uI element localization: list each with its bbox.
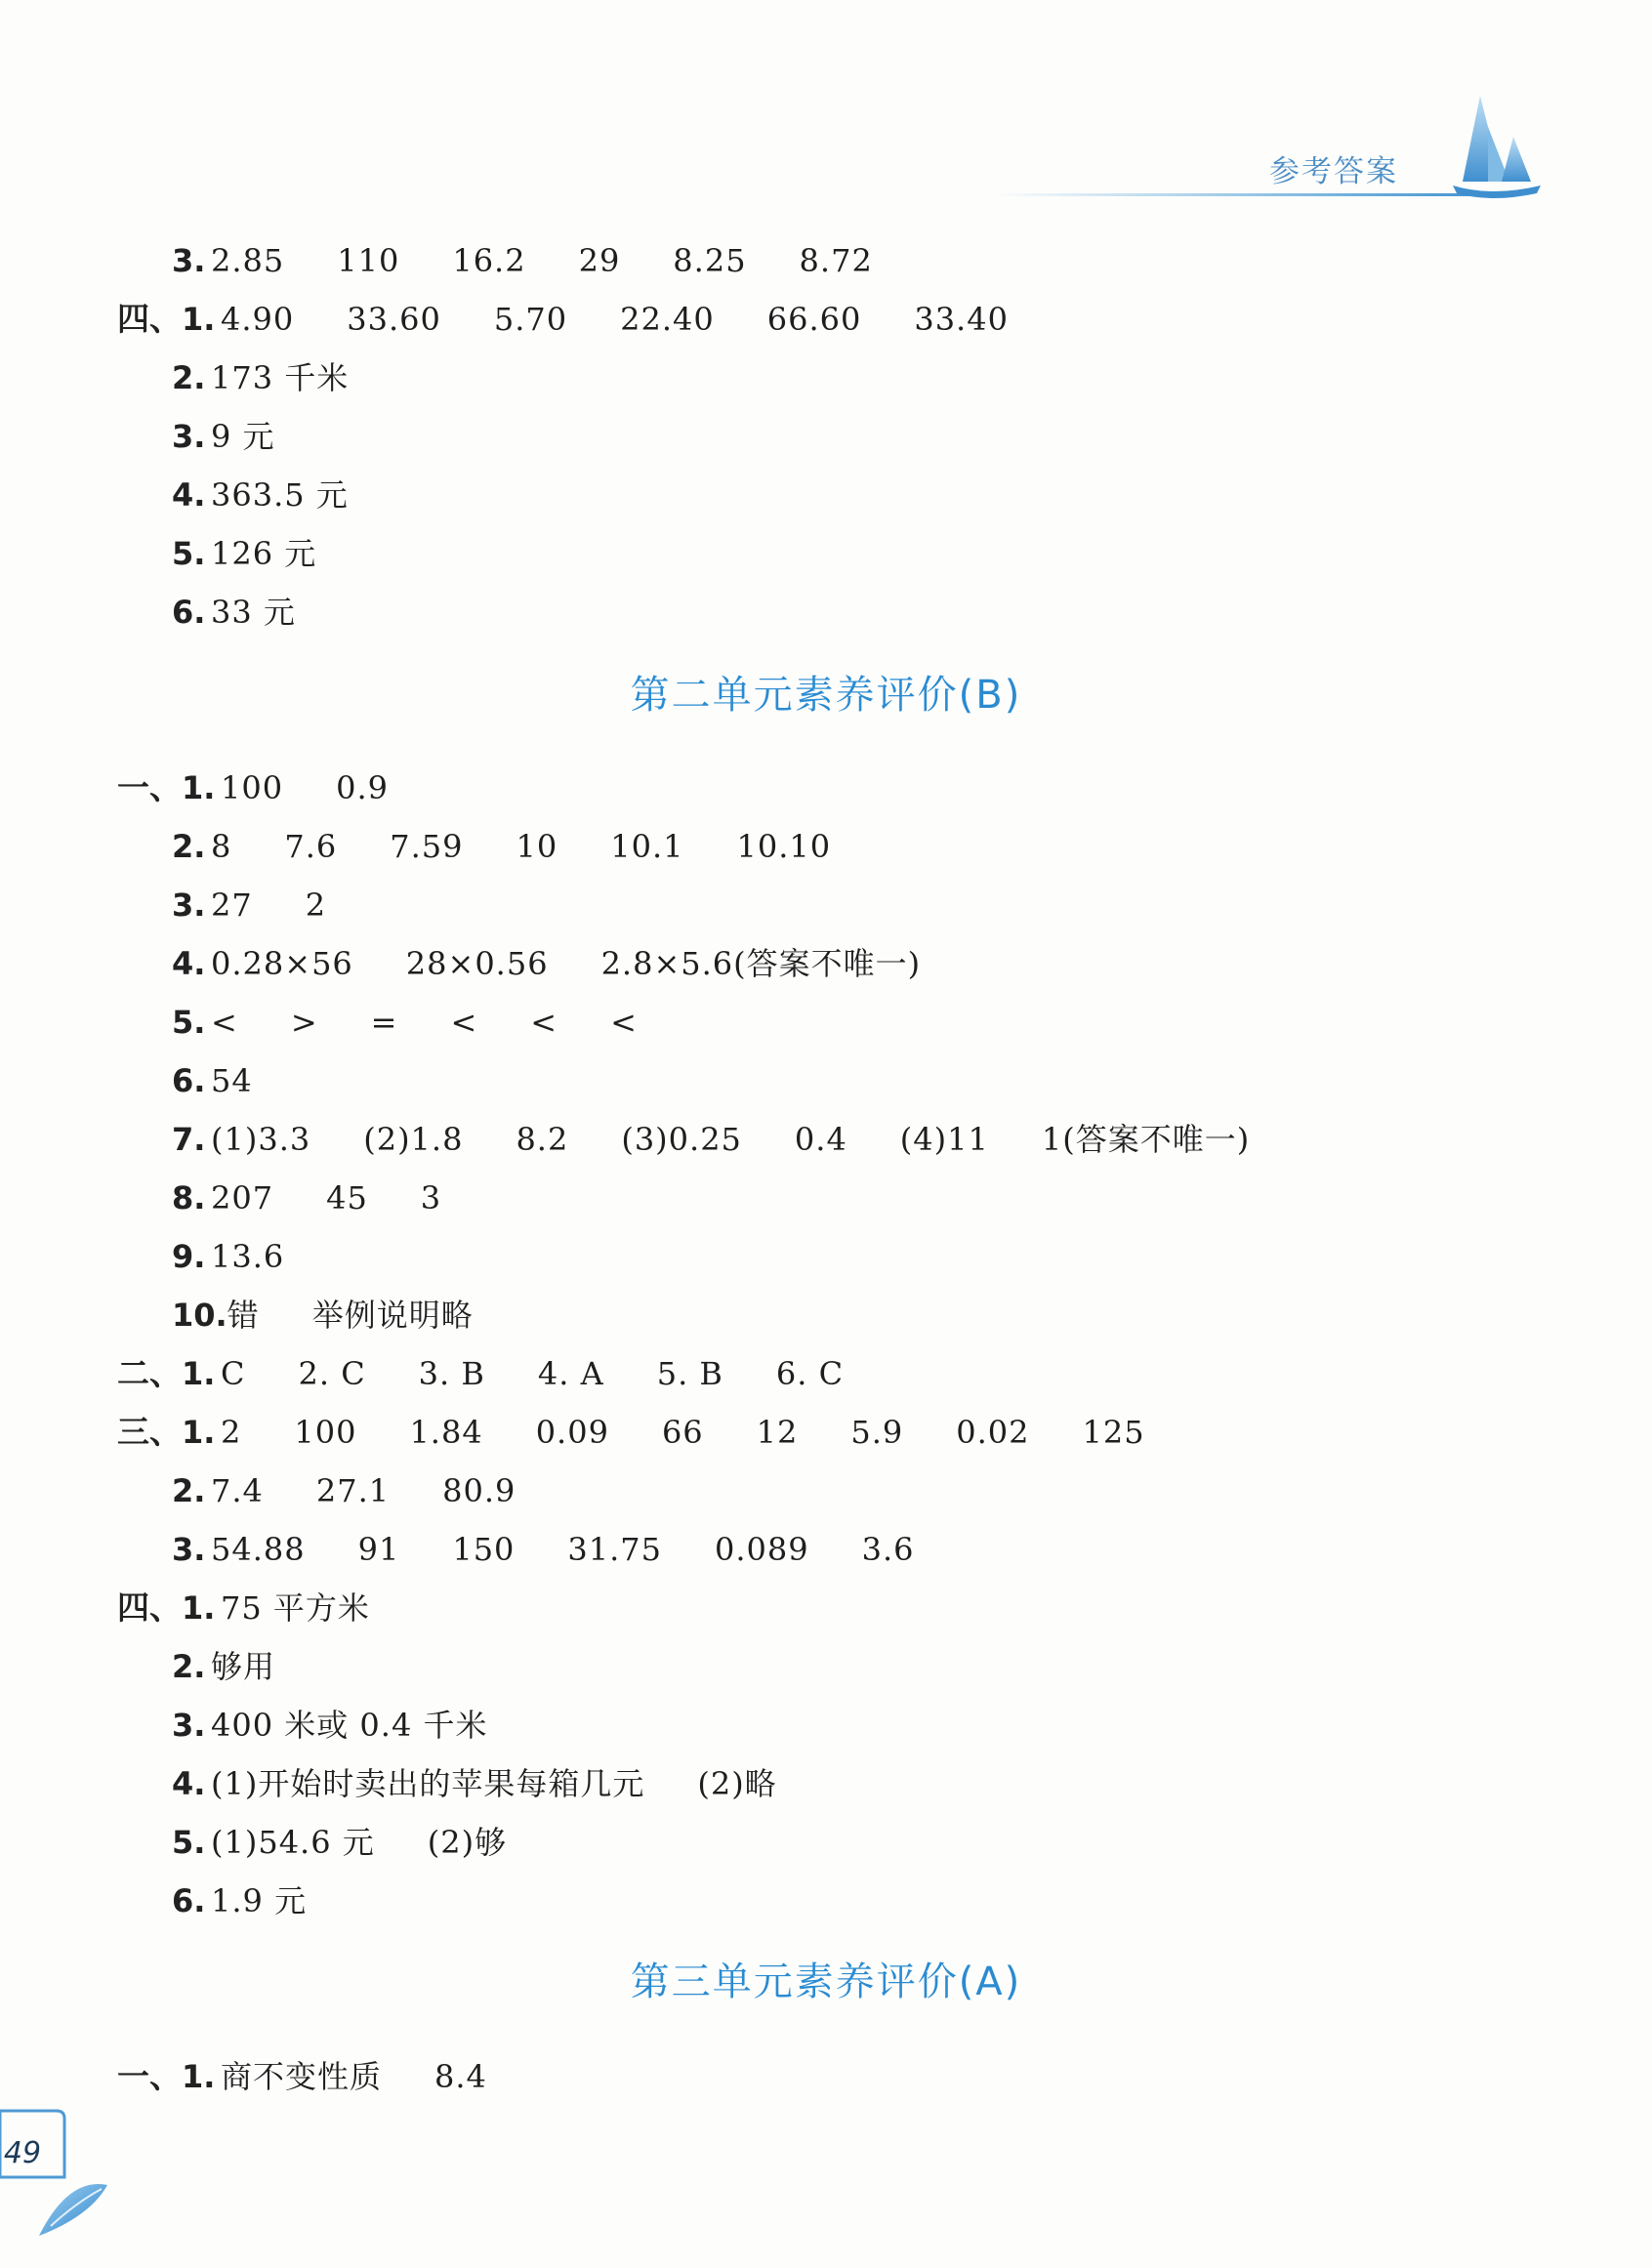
section-number: 二、 [117, 1354, 182, 1392]
answer-value: 110 [337, 242, 400, 279]
answer-line [172, 1647, 275, 1686]
answer-value: 33 元 [211, 594, 296, 631]
section-heading: 第三单元素养评价(A) [630, 1959, 1022, 2004]
question-number: 4. [172, 476, 206, 514]
question-number: 5. [172, 1004, 206, 1041]
answer-value: 22.40 [620, 301, 715, 338]
answer-value: 0.089 [715, 1531, 809, 1568]
answer-line [172, 1471, 516, 1510]
answer-value: 27.1 [315, 1472, 391, 1509]
answer-value: 7.6 [284, 828, 338, 865]
answer-value: 6. C [775, 1355, 845, 1392]
answer-value: 33.40 [914, 301, 1009, 338]
answer-line [172, 1881, 307, 1920]
answer-line [172, 1120, 1250, 1159]
answer-value: 2. C [298, 1355, 366, 1392]
answer-line [172, 1296, 474, 1335]
answer-value: 12 [756, 1414, 799, 1451]
answer-line [172, 1706, 488, 1745]
answer-value: 400 米或 0.4 千米 [211, 1707, 488, 1744]
answer-value: 100 [294, 1414, 357, 1451]
answer-line [172, 944, 921, 983]
question-number: 3. [172, 418, 206, 455]
question-number: 1. [182, 2058, 216, 2095]
answer-value: < [530, 1004, 558, 1041]
answer-value: 10.10 [736, 828, 832, 865]
question-number: 5. [172, 1824, 206, 1861]
answer-value: 54.88 [211, 1531, 306, 1568]
answer-value: 8 [211, 828, 232, 865]
question-number: 7. [172, 1121, 206, 1158]
answer-value: 错 [227, 1297, 260, 1334]
answer-line [172, 1764, 777, 1803]
answer-line [172, 1530, 915, 1569]
answer-value: 5.70 [493, 301, 568, 338]
answer-value: 100 [221, 769, 284, 806]
answer-value: 0.09 [535, 1414, 609, 1451]
page-number: 49 [3, 2136, 42, 2170]
answer-value: 7.59 [390, 828, 464, 865]
answer-line [172, 417, 275, 456]
question-number: 1. [182, 769, 216, 806]
question-number: 2. [172, 359, 206, 396]
answer-value: 173 千米 [211, 359, 350, 396]
answer-line [172, 827, 831, 866]
answer-value: 商不变性质 [221, 2058, 383, 2095]
answer-value: 9 元 [211, 418, 275, 455]
section-heading: 第二单元素养评价(B) [630, 673, 1022, 718]
answer-value: 4. A [537, 1355, 604, 1392]
answer-line [117, 1413, 1145, 1452]
section-number: 一、 [117, 768, 182, 806]
question-number: 1. [182, 1414, 216, 1451]
answer-value: 8.2 [516, 1121, 569, 1158]
answer-value: 10.1 [610, 828, 684, 865]
question-number: 2. [172, 1472, 206, 1509]
answer-line [172, 534, 316, 573]
answer-value: 8.25 [673, 242, 747, 279]
question-number: 6. [172, 1882, 206, 1919]
answer-value: (1)54.6 元 [211, 1824, 375, 1861]
answer-value: 80.9 [442, 1472, 516, 1509]
answer-line [172, 593, 296, 632]
answer-line [172, 886, 326, 925]
answer-value: < [450, 1004, 478, 1041]
answer-line [117, 768, 389, 807]
answer-line [172, 1061, 253, 1100]
answer-value: 3.6 [861, 1531, 915, 1568]
answer-value: 2.8×5.6(答案不唯一) [600, 945, 922, 982]
header-label: 参考答案 [1269, 154, 1398, 189]
section-number: 三、 [117, 1413, 182, 1451]
answer-value: 8.4 [434, 2058, 487, 2095]
question-number: 3. [172, 242, 206, 279]
answer-value: 3 [420, 1179, 442, 1216]
question-number: 2. [172, 1648, 206, 1685]
answer-value: 126 元 [211, 535, 317, 572]
answer-value: 0.9 [336, 769, 389, 806]
answer-value: 5. B [656, 1355, 723, 1392]
question-number: 5. [172, 535, 206, 572]
answer-value: 31.75 [567, 1531, 663, 1568]
question-number: 8. [172, 1179, 206, 1216]
answer-value: 363.5 元 [211, 476, 349, 514]
answer-value: < [610, 1004, 638, 1041]
answer-line [172, 475, 349, 515]
answer-line [117, 1354, 844, 1393]
answer-line [172, 1003, 638, 1042]
answer-value: 27 [211, 887, 253, 924]
answer-value: 91 [357, 1531, 400, 1568]
answer-value: 33.60 [347, 301, 441, 338]
answer-value: 207 [211, 1179, 274, 1216]
answer-value: 66.60 [766, 301, 862, 338]
answer-value: 举例说明略 [311, 1297, 474, 1334]
answer-line [172, 1823, 507, 1862]
question-number: 9. [172, 1238, 206, 1275]
answer-value: 2 [221, 1414, 242, 1451]
answer-value: (2)1.8 [363, 1121, 464, 1158]
answer-line [117, 1588, 370, 1628]
section-number: 四、 [117, 1588, 182, 1627]
answer-value: 13.6 [211, 1238, 285, 1275]
answer-value: 0.02 [956, 1414, 1030, 1451]
answer-value: 29 [578, 242, 621, 279]
section-number: 四、 [117, 300, 182, 338]
answer-value: 0.4 [794, 1121, 847, 1158]
question-number: 3. [172, 1531, 206, 1568]
question-number: 3. [172, 1707, 206, 1744]
answer-line [172, 1237, 284, 1276]
answer-value: 1.9 元 [211, 1882, 308, 1919]
answer-value: (2)略 [697, 1765, 777, 1802]
answer-value: 10 [516, 828, 558, 865]
answer-line [172, 358, 349, 397]
answer-value: 16.2 [452, 242, 526, 279]
answer-value: > [290, 1004, 318, 1041]
answer-value: 0.28×56 [211, 945, 353, 982]
answer-value: (1)开始时卖出的苹果每箱几元 [211, 1765, 645, 1802]
question-number: 1. [182, 1589, 216, 1627]
answer-value: 够用 [211, 1648, 276, 1685]
answer-line [172, 1178, 441, 1217]
answer-value: 2 [305, 887, 327, 924]
answer-value: 45 [326, 1179, 368, 1216]
answer-value: C [221, 1355, 246, 1392]
question-number: 10. [172, 1297, 227, 1334]
answer-value: 28×0.56 [405, 945, 549, 982]
question-number: 2. [172, 828, 206, 865]
answer-value: 1(答案不唯一) [1041, 1121, 1251, 1158]
answer-value: (1)3.3 [211, 1121, 311, 1158]
page-corner-icon [0, 2109, 117, 2246]
answer-value: = [370, 1004, 398, 1041]
section-number: 一、 [117, 2057, 182, 2095]
answer-value: < [211, 1004, 238, 1041]
answer-value: 75 平方米 [221, 1589, 370, 1627]
question-number: 4. [172, 945, 206, 982]
question-number: 1. [182, 1355, 216, 1392]
answer-value: (4)11 [899, 1121, 989, 1158]
answer-line [172, 241, 873, 280]
answer-value: 3. B [418, 1355, 485, 1392]
answer-value: 7.4 [211, 1472, 264, 1509]
answer-value: 5.9 [850, 1414, 904, 1451]
question-number: 6. [172, 1062, 206, 1099]
answer-value: 2.85 [211, 242, 285, 279]
answer-value: 4.90 [221, 301, 295, 338]
answer-value: 54 [211, 1062, 253, 1099]
answer-value: 66 [661, 1414, 704, 1451]
answer-value: 125 [1082, 1414, 1145, 1451]
answer-line [117, 2057, 487, 2096]
answer-value: (2)够 [427, 1824, 508, 1861]
answer-value: 1.84 [409, 1414, 483, 1451]
question-number: 3. [172, 887, 206, 924]
answer-value: 8.72 [799, 242, 873, 279]
question-number: 1. [182, 301, 216, 338]
question-number: 4. [172, 1765, 206, 1802]
answer-value: 150 [452, 1531, 516, 1568]
answer-line [117, 300, 1009, 339]
question-number: 6. [172, 594, 206, 631]
answer-value: (3)0.25 [621, 1121, 742, 1158]
